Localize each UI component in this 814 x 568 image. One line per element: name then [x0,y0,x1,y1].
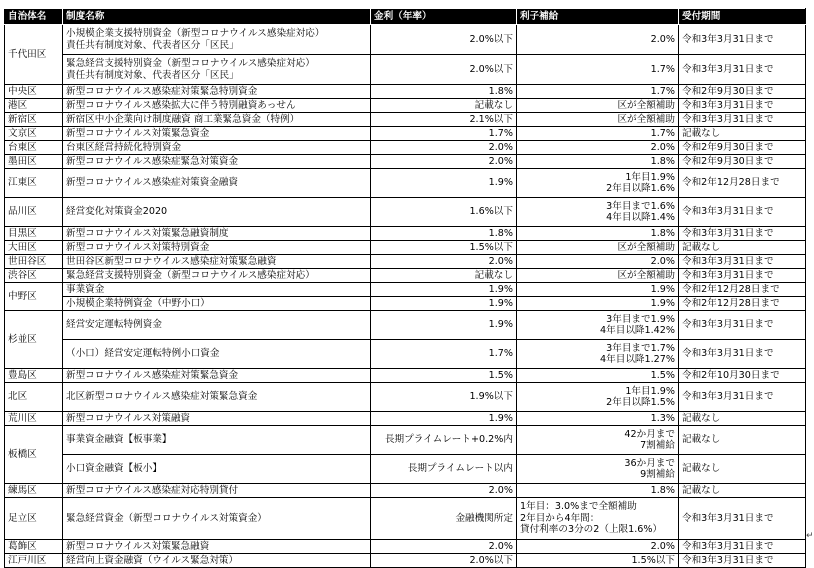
program-name-cell [63,99,371,113]
municipality-cell: 品川区 [5,198,63,227]
application-period-cell: 令和2年9月30日まで [679,141,806,155]
cell-line: 1.7% [650,63,675,75]
application-period-cell: 令和3年3月31日まで [679,340,806,369]
cell-line: 新型コロナウイルス感染症緊急対策資金 [66,155,239,167]
municipality-cell: 中央区 [5,85,63,99]
application-period-cell: 令和3年3月31日まで [679,25,806,55]
cell-line: 経営向上資金融資（ウイルス緊急対策） [66,554,239,566]
table-row [5,383,806,412]
header-program-name: 制度名称 [63,9,371,25]
program-name-cell [63,340,371,369]
cell-line: 1.8% [650,227,675,239]
cell-line: 区が全額補助 [617,269,675,281]
table-row [5,269,806,283]
cell-line: 事業資金 [66,283,105,295]
municipality-cell: 新宿区 [5,113,63,127]
application-period-cell: 令和2年9月30日まで [679,85,806,99]
interest-rate-cell [371,455,517,484]
table-row [5,311,806,340]
interest-subsidy-cell [517,340,679,369]
subsidy-table-container [4,8,806,568]
program-name-cell [63,113,371,127]
interest-subsidy-cell [517,554,679,568]
cell-line: 小規模企業特例資金（中野小口） [66,297,210,309]
municipality-cell: 江東区 [5,169,63,198]
interest-rate-cell [371,99,517,113]
program-name-cell [63,426,371,455]
cell-line: 新型コロナウイルス対策特別資金 [66,241,210,253]
application-period-cell: 令和3年3月31日まで [679,540,806,554]
cell-line: 小規模企業支援特別資金（新型コロナウイルス感染症対応） [66,28,325,40]
cell-line: 小口資金融資【板小】 [66,463,162,475]
municipality-cell: 杉並区 [5,311,63,369]
program-name-cell [63,383,371,412]
interest-subsidy-cell [517,283,679,297]
cell-line: 1.8% [650,155,675,167]
cell-line: 世田谷区新型コロナウイルス感染症対策緊急融資 [66,255,277,267]
cell-line: 2.0% [488,540,513,552]
interest-rate-cell [371,554,517,568]
program-name-cell [63,484,371,498]
interest-rate-cell [371,113,517,127]
cell-line: 新型コロナウイルス対策緊急融資制度 [66,227,229,239]
cell-line: 2.0% [650,255,675,267]
interest-subsidy-cell [517,155,679,169]
table-row [5,25,806,55]
cell-line: 3年目まで1.7% [606,342,675,354]
interest-subsidy-cell [517,85,679,99]
cell-line: 1.7% [488,127,513,139]
cell-line: 4年目以降1.4% [606,212,675,223]
cell-line: 新型コロナウイルス感染症対応特別貸付 [66,484,239,496]
cell-line: 新型コロナウイルス感染拡大に伴う特別融資あっせん [66,99,296,111]
cell-line: 2.0% [650,141,675,153]
cell-line: 1.9% [488,297,513,309]
interest-rate-cell [371,55,517,85]
municipality-cell: 墨田区 [5,155,63,169]
municipality-cell: 文京区 [5,127,63,141]
interest-subsidy-cell [517,455,679,484]
municipality-cell: 江戸川区 [5,554,63,568]
interest-subsidy-cell [517,99,679,113]
interest-rate-cell [371,340,517,369]
application-period-cell: 記載なし [679,241,806,255]
program-name-cell [63,283,371,297]
interest-rate-cell [371,241,517,255]
municipality-cell: 練馬区 [5,484,63,498]
cell-line: 7割補給 [640,440,675,451]
application-period-cell: 令和3年3月31日まで [679,554,806,568]
cell-line: 36か月まで [624,457,675,469]
cell-line: 長期プライムレート+0.2%内 [384,434,513,446]
cell-line: 1.6%以下 [469,206,513,218]
program-name-cell [63,241,371,255]
table-row [5,455,806,484]
application-period-cell: 令和2年10月30日まで [679,369,806,383]
cell-line: 区が全額補助 [617,113,675,125]
paragraph-mark: ↵ [806,531,814,541]
municipality-cell: 足立区 [5,498,63,540]
interest-rate-cell [371,297,517,311]
application-period-cell: 令和2年12月28日まで [679,297,806,311]
cell-line: 緊急経営支援特別資金（新型コロナウイルス感染症対応） [66,269,315,281]
interest-subsidy-cell [517,383,679,412]
cell-line: 1年目1.9% [625,385,675,397]
cell-line: 2.0%以下 [469,63,513,75]
application-period-cell: 記載なし [679,484,806,498]
interest-subsidy-cell [517,412,679,426]
table-row [5,113,806,127]
interest-rate-cell [371,540,517,554]
application-period-cell: 記載なし [679,426,806,455]
cell-line: 台東区経営持続化特別資金 [66,141,182,153]
table-row [5,540,806,554]
header-interest-rate: 金利（年率） [371,9,517,25]
municipality-cell: 葛飾区 [5,540,63,554]
cell-line: 1年目1.9% [625,171,675,183]
header-application-period: 受付期間 [679,9,806,25]
interest-subsidy-cell [517,55,679,85]
cell-line: 経営安定運転特例資金 [66,319,162,331]
program-name-cell [63,255,371,269]
municipality-cell: 板橋区 [5,426,63,484]
municipality-cell: 台東区 [5,141,63,155]
cell-line: 2年目以降1.6% [606,183,675,194]
cell-line: 2年目から4年間： [520,512,600,524]
interest-rate-cell [371,227,517,241]
cell-line: 2.0% [488,484,513,496]
application-period-cell: 令和3年3月31日まで [679,227,806,241]
interest-subsidy-cell [517,241,679,255]
interest-rate-cell [371,85,517,99]
interest-rate-cell [371,484,517,498]
interest-subsidy-cell [517,426,679,455]
interest-rate-cell [371,255,517,269]
table-row [5,227,806,241]
program-name-cell [63,540,371,554]
cell-line: 新型コロナウイルス感染症対策緊急特別資金 [66,85,258,97]
application-period-cell: 令和3年3月31日まで [679,55,806,85]
program-name-cell [63,25,371,55]
application-period-cell: 令和2年9月30日まで [679,155,806,169]
cell-line: 新宿区中小企業向け制度融資 商工業緊急資金（特例） [66,113,300,125]
cell-line: 42か月まで [624,428,675,440]
municipality-cell: 世田谷区 [5,255,63,269]
cell-line: 2.0% [488,155,513,167]
application-period-cell: 令和3年3月31日まで [679,113,806,127]
interest-subsidy-cell [517,484,679,498]
application-period-cell: 記載なし [679,455,806,484]
table-row [5,297,806,311]
interest-rate-cell [371,283,517,297]
interest-rate-cell [371,412,517,426]
program-name-cell [63,227,371,241]
interest-rate-cell [371,383,517,412]
table-row [5,554,806,568]
cell-line: 3年目まで1.9% [606,313,675,325]
interest-rate-cell [371,25,517,55]
cell-line: 1.9%以下 [469,391,513,403]
cell-line: 貸付利率の3分の2（上限1.6%） [520,524,663,536]
cell-line: 1.7% [650,127,675,139]
cell-line: 新型コロナウイルス対策融資 [66,412,191,424]
cell-line: 2.0% [650,33,675,45]
cell-line: 4年目以降1.42% [600,325,675,336]
table-row [5,340,806,369]
interest-subsidy-cell [517,311,679,340]
application-period-cell: 令和3年3月31日まで [679,99,806,113]
table-row [5,85,806,99]
cell-line: 1.5%以下 [469,241,513,253]
application-period-cell: 令和2年12月28日まで [679,283,806,297]
program-name-cell [63,554,371,568]
interest-subsidy-cell [517,498,679,540]
cell-line: 3年目まで1.6% [606,200,675,212]
table-row [5,169,806,198]
interest-subsidy-cell [517,25,679,55]
cell-line: 緊急経営資金（新型コロナウイルス対策資金） [66,512,267,524]
cell-line: 4年目以降1.27% [600,354,675,365]
cell-line: 1.9% [488,283,513,295]
cell-line: 2.0% [650,540,675,552]
cell-line: 1.8% [488,227,513,239]
header-interest-subsidy: 利子補給 [517,9,679,25]
interest-rate-cell [371,269,517,283]
cell-line: 1.9% [650,297,675,309]
table-row [5,255,806,269]
municipality-cell: 中野区 [5,283,63,311]
program-name-cell [63,498,371,540]
municipality-cell: 北区 [5,383,63,412]
program-name-cell [63,311,371,340]
cell-line: 1.9% [650,283,675,295]
municipality-cell: 大田区 [5,241,63,255]
interest-subsidy-cell [517,198,679,227]
interest-subsidy-cell [517,540,679,554]
program-name-cell [63,412,371,426]
cell-line: 金融機関所定 [455,512,513,524]
loan-program-table [4,8,806,568]
application-period-cell: 令和3年3月31日まで [679,498,806,540]
program-name-cell [63,155,371,169]
header-municipality: 自治体名 [5,9,63,25]
program-name-cell [63,369,371,383]
cell-line: 1.8% [488,85,513,97]
cell-line: 1.9% [488,319,513,331]
table-header-row [5,9,806,25]
cell-line: 記載なし [474,99,513,111]
cell-line: 経営変化対策資金2020 [66,206,168,218]
application-period-cell: 令和3年3月31日まで [679,198,806,227]
cell-line: 事業資金融資【板事業】 [66,434,172,446]
cell-line: 1.9% [488,412,513,424]
cell-line: 責任共有制度対象、代表者区分「区民」 [66,69,239,81]
table-row [5,484,806,498]
table-row [5,198,806,227]
cell-line: 長期プライムレート以内 [407,463,513,475]
interest-subsidy-cell [517,227,679,241]
table-row [5,99,806,113]
application-period-cell: 令和3年3月31日まで [679,383,806,412]
cell-line: 2.1%以下 [469,113,513,125]
interest-rate-cell [371,198,517,227]
program-name-cell [63,455,371,484]
municipality-cell: 荒川区 [5,412,63,426]
cell-line: 1.7% [650,85,675,97]
cell-line: 1.7% [488,348,513,360]
cell-line: 新型コロナウイルス感染症対策資金融資 [66,177,239,189]
cell-line: 2.0% [488,255,513,267]
cell-line: 新型コロナウイルス対策緊急資金 [66,127,210,139]
cell-line: 新型コロナウイルス感染症対策緊急資金 [66,369,239,381]
municipality-cell: 豊島区 [5,369,63,383]
table-row [5,412,806,426]
table-row [5,369,806,383]
interest-rate-cell [371,169,517,198]
interest-subsidy-cell [517,255,679,269]
application-period-cell: 記載なし [679,127,806,141]
cell-line: 1.3% [650,412,675,424]
interest-rate-cell [371,426,517,455]
program-name-cell [63,141,371,155]
interest-rate-cell [371,127,517,141]
interest-subsidy-cell [517,297,679,311]
program-name-cell [63,55,371,85]
municipality-cell: 千代田区 [5,25,63,85]
municipality-cell: 渋谷区 [5,269,63,283]
cell-line: 1.5% [650,369,675,381]
cell-line: 新型コロナウイルス対策緊急融資 [66,540,210,552]
application-period-cell: 令和3年3月31日まで [679,255,806,269]
interest-rate-cell [371,498,517,540]
cell-line: 1.8% [650,484,675,496]
interest-subsidy-cell [517,141,679,155]
program-name-cell [63,85,371,99]
cell-line: 1年目：3.0%まで全額補助 [520,501,637,513]
cell-line: 9割補給 [640,469,675,480]
table-row [5,426,806,455]
table-row [5,141,806,155]
program-name-cell [63,198,371,227]
cell-line: （小口）経営安定運転特例小口資金 [66,348,220,360]
table-row [5,155,806,169]
program-name-cell [63,127,371,141]
interest-rate-cell [371,155,517,169]
table-row [5,241,806,255]
cell-line: 2年目以降1.5% [606,397,675,408]
table-row [5,498,806,540]
cell-line: 1.5%以下 [631,554,675,566]
cell-line: 記載なし [474,269,513,281]
program-name-cell [63,169,371,198]
cell-line: 北区新型コロナウイルス感染症対策緊急資金 [66,391,258,403]
table-body [5,25,806,568]
program-name-cell [63,269,371,283]
table-row [5,127,806,141]
interest-subsidy-cell [517,269,679,283]
interest-subsidy-cell [517,127,679,141]
cell-line: 区が全額補助 [617,99,675,111]
application-period-cell: 記載なし [679,412,806,426]
interest-rate-cell [371,369,517,383]
cell-line: 2.0%以下 [469,554,513,566]
application-period-cell: 令和3年3月31日まで [679,269,806,283]
cell-line: 2.0%以下 [469,33,513,45]
application-period-cell: 令和3年3月31日まで [679,311,806,340]
municipality-cell: 港区 [5,99,63,113]
interest-subsidy-cell [517,169,679,198]
cell-line: 緊急経営支援特別資金（新型コロナウイルス感染症対応） [66,58,315,70]
cell-line: 2.0% [488,141,513,153]
cell-line: 1.9% [488,177,513,189]
interest-subsidy-cell [517,369,679,383]
table-row [5,55,806,85]
interest-rate-cell [371,141,517,155]
municipality-cell: 目黒区 [5,227,63,241]
table-row [5,283,806,297]
program-name-cell [63,297,371,311]
interest-rate-cell [371,311,517,340]
cell-line: 1.5% [488,369,513,381]
application-period-cell: 令和2年12月28日まで [679,169,806,198]
cell-line: 責任共有制度対象、代表者区分「区民」 [66,39,239,51]
interest-subsidy-cell [517,113,679,127]
cell-line: 区が全額補助 [617,241,675,253]
